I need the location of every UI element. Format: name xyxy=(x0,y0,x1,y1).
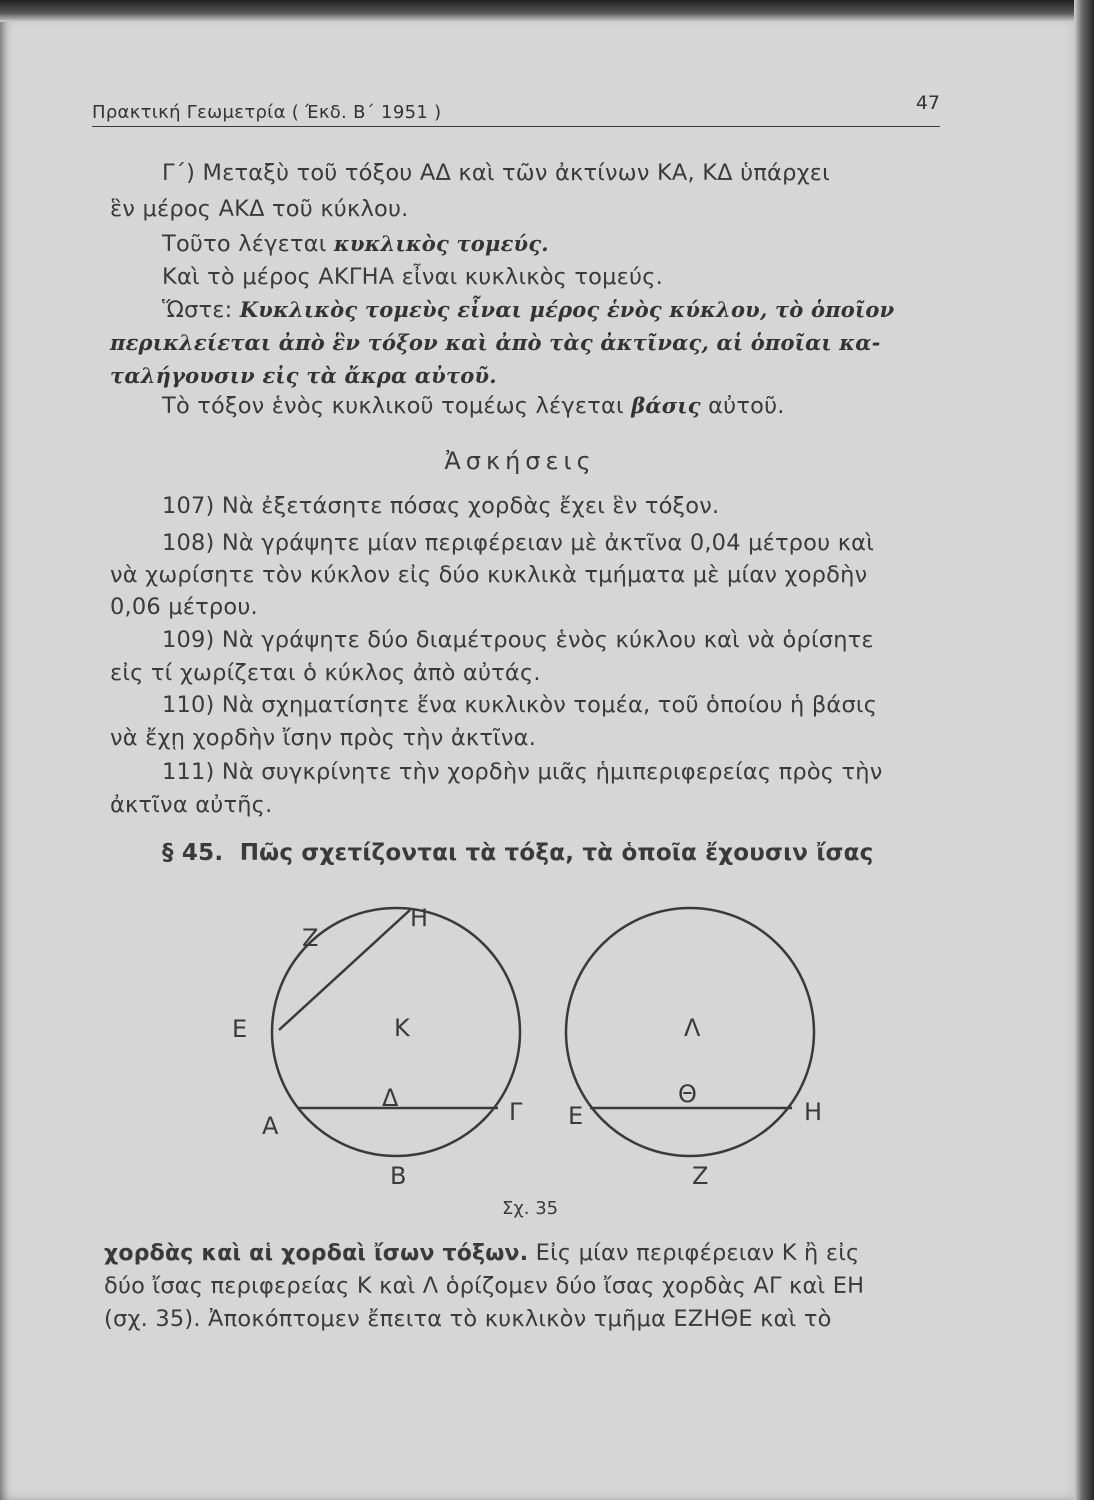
running-title: Πρακτική Γεωμετρία ( Έκδ. Β΄ 1951 ) xyxy=(92,102,442,123)
label-zeta-right: Ζ xyxy=(692,1162,709,1190)
paragraph-line: Καὶ τὸ μέρος ΑΚΓΗΑ εἶναι κυκλικὸς τομεύς. xyxy=(162,264,664,290)
exercise-107: 107) Νὰ ἐξετάσητε πόσας χορδὰς ἔχει ἓν τόξον. xyxy=(162,493,720,519)
closing-line xyxy=(104,1240,859,1266)
label-lambda: Λ xyxy=(684,1014,701,1042)
label-kappa: Κ xyxy=(394,1014,410,1042)
definition-line: ταλήγουσιν εἰς τὰ ἄκρα αὐτοῦ. xyxy=(110,363,497,388)
label-delta: Δ xyxy=(382,1084,399,1112)
label-alpha: Α xyxy=(262,1112,279,1140)
definition-text: Κυκλικὸς τομεὺς εἶναι μέρος ἑνὸς κύκλου, τὸ ὁποῖον xyxy=(239,297,895,322)
label-gamma: Γ xyxy=(509,1098,523,1126)
exercise-111-cont: ἀκτῖνα αὐτῆς. xyxy=(110,792,273,818)
paragraph-line: ἓν μέρος ΑΚΔ τοῦ κύκλου. xyxy=(110,196,409,222)
chord-ez-h xyxy=(279,910,410,1030)
exercise-108-cont: νὰ χωρίσητε τὸν κύκλον εἰς δύο κυκλικὰ τμήματα μὲ μίαν χορδὴν xyxy=(110,562,868,588)
label-theta: Θ xyxy=(678,1080,697,1108)
closing-line: δύο ἴσας περιφερείας Κ καὶ Λ ὁρίζομεν δύο ἴσας χορδὰς ΑΓ καὶ ΕΗ xyxy=(104,1273,865,1299)
closing-line: (σχ. 35). Ἀποκόπτομεν ἔπειτα τὸ κυκλικὸν τμῆμα ΕΖΗΘΕ καὶ τὸ xyxy=(104,1306,832,1332)
section-title: Πῶς σχετίζονται τὰ τόξα, τὰ ὁποῖα ἔχουσιν ἴσας xyxy=(239,840,874,866)
label-zeta: Ζ xyxy=(302,924,319,952)
term-basis: βάσις xyxy=(631,393,701,418)
exercise-110: 110) Νὰ σχηματίσητε ἕνα κυκλικὸν τομέα, τοῦ ὁποίου ἡ βάσις xyxy=(162,692,878,718)
label-beta: Β xyxy=(390,1162,407,1190)
label-eta-right: Η xyxy=(804,1098,823,1126)
text-fragment: Τοῦτο λέγεται xyxy=(162,231,334,257)
term-sector: κυκλικὸς τομεύς. xyxy=(333,231,549,256)
exercises-heading: Ἀσκήσεις xyxy=(444,447,596,475)
exercise-109-cont: εἰς τί χωρίζεται ὁ κύκλος ἀπὸ αὐτάς. xyxy=(110,660,541,686)
label-epsilon: Ε xyxy=(232,1015,248,1043)
text-fragment: Εἰς μίαν περιφέρειαν Κ ἢ εἰς xyxy=(528,1240,860,1266)
definition-line: περικλείεται ἀπὸ ἓν τόξον καὶ ἀπὸ τὰς ἀκτῖνας, αἱ ὁποῖαι κα- xyxy=(110,330,881,355)
exercise-108-cont: 0,06 μέτρου. xyxy=(110,594,258,620)
exercise-108: 108) Νὰ γράψητε μίαν περιφέρειαν μὲ ἀκτῖνα 0,04 μέτρου καὶ xyxy=(162,530,875,556)
closing-bold: χορδὰς καὶ αἱ χορδαὶ ἴσων τόξων. xyxy=(104,1241,529,1266)
exercise-109: 109) Νὰ γράψητε δύο διαμέτρους ἑνὸς κύκλου καὶ νὰ ὁρίσητε xyxy=(162,627,874,653)
text-fragment: Τὸ τόξον ἑνὸς κυκλικοῦ τομέως λέγεται xyxy=(162,393,632,419)
text-fragment: αὐτοῦ. xyxy=(700,393,785,419)
paragraph-line: Γ΄) Μεταξὺ τοῦ τόξου ΑΔ καὶ τῶν ἀκτίνων ΚΑ, ΚΔ ὑπάρχει xyxy=(162,160,830,186)
label-eta: Η xyxy=(410,904,429,932)
exercise-110-cont: νὰ ἔχῃ χορδὴν ἴσην πρὸς τὴν ἀκτῖνα. xyxy=(110,725,537,751)
section-number: § 45. xyxy=(162,840,224,866)
label-epsilon-right: Ε xyxy=(568,1102,584,1130)
figure-caption: Σχ. 35 xyxy=(502,1198,559,1219)
page-number: 47 xyxy=(915,92,940,114)
text-fragment: Ὥστε: xyxy=(162,297,240,323)
exercise-111: 111) Νὰ συγκρίνητε τὴν χορδὴν μιᾶς ἡμιπεριφερείας πρὸς τὴν xyxy=(162,759,883,785)
